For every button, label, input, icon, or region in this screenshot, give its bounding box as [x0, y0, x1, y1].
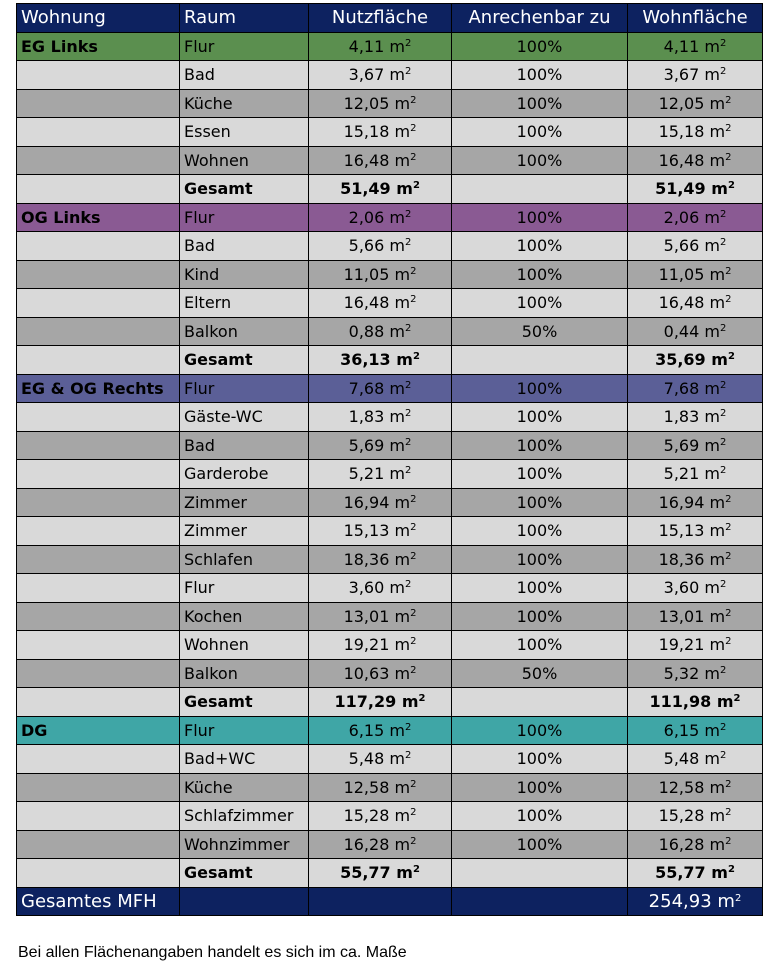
table-row: Küche 12,58 $m^2$ 100% 12,58 $m^2$: [17, 773, 763, 802]
room-name: Balkon: [180, 659, 309, 688]
grand-total-wohnflaeche: 254,93 $m^2$: [628, 887, 763, 916]
anrechenbar-value: 100%: [452, 716, 628, 745]
room-name: Zimmer: [180, 517, 309, 546]
room-name: Küche: [180, 773, 309, 802]
anrechenbar-value: 100%: [452, 203, 628, 232]
anrechenbar-value: 100%: [452, 773, 628, 802]
table-row: Schlafen 18,36 $m^2$ 100% 18,36 $m^2$: [17, 545, 763, 574]
table-body: [17, 32, 763, 887]
anrechenbar-value: 100%: [452, 89, 628, 118]
room-name: Wohnen: [180, 146, 309, 175]
group-name: EG Links: [17, 32, 180, 61]
table-row: EG & OG Rechts Flur 7,68 $m^2$ 100% 7,68 $m^2$: [17, 374, 763, 403]
room-name: Wohnen: [180, 631, 309, 660]
room-name: Kind: [180, 260, 309, 289]
anrechenbar-value: 100%: [452, 488, 628, 517]
group-total-label: Gesamt: [180, 346, 309, 375]
room-name: Bad+WC: [180, 745, 309, 774]
table-row: Küche 12,05 $m^2$ 100% 12,05 $m^2$: [17, 89, 763, 118]
group-total-label: Gesamt: [180, 859, 309, 888]
table-row: Bad 3,67 $m^2$ 100% 3,67 $m^2$: [17, 61, 763, 90]
header-anrechenbar: Anrechenbar zu: [452, 4, 628, 33]
room-name: Flur: [180, 32, 309, 61]
group-total-label: Gesamt: [180, 175, 309, 204]
anrechenbar-value: 100%: [452, 118, 628, 147]
table-row: DG Flur 6,15 $m^2$ 100% 6,15 $m^2$: [17, 716, 763, 745]
anrechenbar-value: 100%: [452, 61, 628, 90]
table-row: Flur 3,60 $m^2$ 100% 3,60 $m^2$: [17, 574, 763, 603]
table-row: Zimmer 15,13 $m^2$ 100% 15,13 $m^2$: [17, 517, 763, 546]
header-raum: Raum: [180, 4, 309, 33]
group-name: EG & OG Rechts: [17, 374, 180, 403]
group-total-row: Gesamt 36,13 $m^2$ 35,69 $m^2$: [17, 346, 763, 375]
group-name: DG: [17, 716, 180, 745]
header-row: [17, 4, 763, 33]
table-row: Eltern 16,48 $m^2$ 100% 16,48 $m^2$: [17, 289, 763, 318]
anrechenbar-value: 100%: [452, 460, 628, 489]
table-row: Wohnen 19,21 $m^2$ 100% 19,21 $m^2$: [17, 631, 763, 660]
table-row: EG Links Flur 4,11 $m^2$ 100% 4,11 $m^2$: [17, 32, 763, 61]
anrechenbar-value: 100%: [452, 232, 628, 261]
room-name: Essen: [180, 118, 309, 147]
room-name: Gäste-WC: [180, 403, 309, 432]
room-name: Bad: [180, 232, 309, 261]
anrechenbar-value: 100%: [452, 631, 628, 660]
anrechenbar-value: 100%: [452, 403, 628, 432]
anrechenbar-value: 50%: [452, 317, 628, 346]
anrechenbar-value: 100%: [452, 431, 628, 460]
header-wohnung: Wohnung: [17, 4, 180, 33]
anrechenbar-value: 100%: [452, 517, 628, 546]
room-name: Schlafen: [180, 545, 309, 574]
table-row: Garderobe 5,21 $m^2$ 100% 5,21 $m^2$: [17, 460, 763, 489]
group-total-row: Gesamt 117,29 $m^2$ 111,98 $m^2$: [17, 688, 763, 717]
room-name: Flur: [180, 374, 309, 403]
room-name: Kochen: [180, 602, 309, 631]
footnote: Bei allen Flächenangaben handelt es sich im ca. Maße: [18, 944, 407, 961]
group-total-row: Gesamt 55,77 $m^2$ 55,77 $m^2$: [17, 859, 763, 888]
header-wohnflaeche: Wohnfläche: [628, 4, 763, 33]
table-row: Schlafzimmer 15,28 $m^2$ 100% 15,28 $m^2$: [17, 802, 763, 831]
anrechenbar-value: 100%: [452, 32, 628, 61]
table-row: Gäste-WC 1,83 $m^2$ 100% 1,83 $m^2$: [17, 403, 763, 432]
anrechenbar-value: 100%: [452, 289, 628, 318]
anrechenbar-value: 100%: [452, 146, 628, 175]
group-name: OG Links: [17, 203, 180, 232]
table-row: Bad 5,69 $m^2$ 100% 5,69 $m^2$: [17, 431, 763, 460]
anrechenbar-value: 100%: [452, 602, 628, 631]
anrechenbar-value: 100%: [452, 545, 628, 574]
room-name: Zimmer: [180, 488, 309, 517]
table-row: Bad 5,66 $m^2$ 100% 5,66 $m^2$: [17, 232, 763, 261]
room-name: Bad: [180, 61, 309, 90]
table-row: Essen 15,18 $m^2$ 100% 15,18 $m^2$: [17, 118, 763, 147]
room-name: Balkon: [180, 317, 309, 346]
anrechenbar-value: 100%: [452, 830, 628, 859]
room-name: Flur: [180, 203, 309, 232]
room-name: Bad: [180, 431, 309, 460]
anrechenbar-value: 50%: [452, 659, 628, 688]
table-row: Wohnen 16,48 $m^2$ 100% 16,48 $m^2$: [17, 146, 763, 175]
header-nutzflaeche: Nutzfläche: [309, 4, 452, 33]
group-total-row: Gesamt 51,49 $m^2$ 51,49 $m^2$: [17, 175, 763, 204]
anrechenbar-value: 100%: [452, 260, 628, 289]
room-name: Flur: [180, 716, 309, 745]
group-total-label: Gesamt: [180, 688, 309, 717]
table-row: Kochen 13,01 $m^2$ 100% 13,01 $m^2$: [17, 602, 763, 631]
room-name: Küche: [180, 89, 309, 118]
grand-total-row: [17, 887, 763, 916]
anrechenbar-value: 100%: [452, 802, 628, 831]
area-table: [16, 3, 763, 916]
room-name: Wohnzimmer: [180, 830, 309, 859]
room-name: Flur: [180, 574, 309, 603]
table-row: Kind 11,05 $m^2$ 100% 11,05 $m^2$: [17, 260, 763, 289]
room-name: Schlafzimmer: [180, 802, 309, 831]
table-row: OG Links Flur 2,06 $m^2$ 100% 2,06 $m^2$: [17, 203, 763, 232]
room-name: Eltern: [180, 289, 309, 318]
anrechenbar-value: 100%: [452, 374, 628, 403]
table-row: Bad+WC 5,48 $m^2$ 100% 5,48 $m^2$: [17, 745, 763, 774]
table-row: Wohnzimmer 16,28 $m^2$ 100% 16,28 $m^2$: [17, 830, 763, 859]
table-row: Zimmer 16,94 $m^2$ 100% 16,94 $m^2$: [17, 488, 763, 517]
table-row: Balkon 0,88 $m^2$ 50% 0,44 $m^2$: [17, 317, 763, 346]
anrechenbar-value: 100%: [452, 574, 628, 603]
table-row: Balkon 10,63 $m^2$ 50% 5,32 $m^2$: [17, 659, 763, 688]
room-name: Garderobe: [180, 460, 309, 489]
anrechenbar-value: 100%: [452, 745, 628, 774]
grand-total-label: Gesamtes MFH: [17, 887, 180, 916]
